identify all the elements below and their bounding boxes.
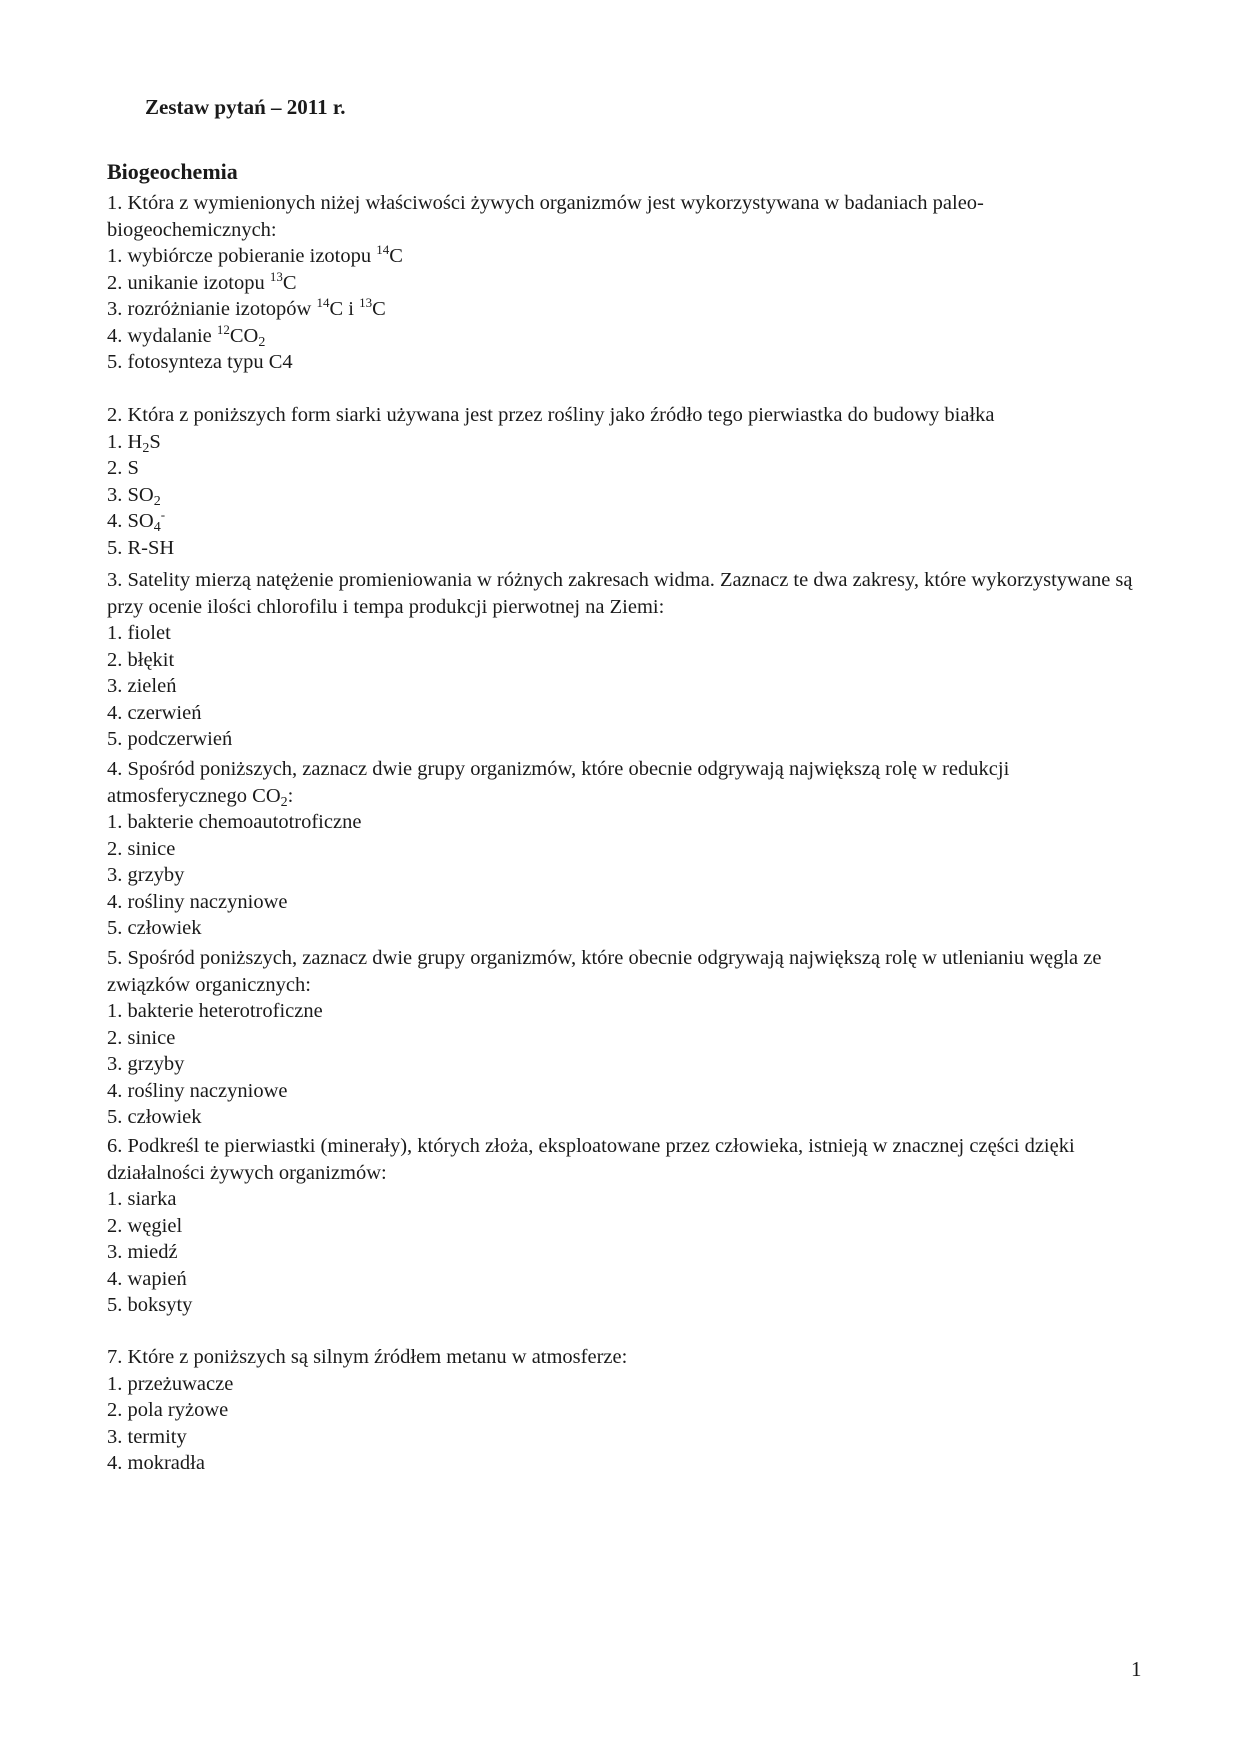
option-3: 3. termity <box>107 1425 187 1448</box>
option-2: 2. sinice <box>107 1026 176 1049</box>
option-1: 1. fiolet <box>107 622 171 644</box>
option-2: 2. błękit <box>107 648 175 671</box>
option-1: 1. bakterie chemoautotroficzne <box>107 811 362 833</box>
option-4: 4. rośliny naczyniowe <box>107 890 288 913</box>
option-5: 5. podczerwień <box>107 728 233 750</box>
question-3 <box>107 567 1147 753</box>
option-2: 2. węgiel <box>107 1214 183 1237</box>
option-1: 1. przeżuwacze <box>107 1372 234 1395</box>
option-5: 5. fotosynteza typu C4 <box>107 351 293 373</box>
option-4: 4. rośliny naczyniowe <box>107 1079 288 1102</box>
option-4: 4. wapień <box>107 1267 187 1290</box>
option-3: 3. miedź <box>107 1241 178 1263</box>
option-4: 4. $SO_4^-$ <box>107 507 166 535</box>
option-1: 1. siarka <box>107 1188 177 1210</box>
option-3: 3. grzyby <box>107 864 185 886</box>
question-6 <box>107 1133 1147 1319</box>
option-2: 2. unikanie izotopu $^{13}$C <box>107 268 297 294</box>
question-4 <box>107 756 1147 942</box>
question-text: 6. Podkreśl te pierwiastki (minerały), których złoża, eksploatowane przez człowieka, istnieją w znacznej części dzięki działalności żywych organizmów: <box>107 1135 1075 1184</box>
question-text: 2. Która z poniższych form siarki używana jest przez rośliny jako źródło tego pierwiastka do budowy białka <box>107 404 995 426</box>
question-2 <box>107 402 1147 561</box>
option-4: 4. mokradła <box>107 1452 205 1474</box>
option-1: 1. bakterie heterotroficzne <box>107 1000 323 1022</box>
option-3: 3. rozróżnianie izotopów $^{14}$C i $^{13}$C <box>107 295 386 320</box>
option-2: 2. sinice <box>107 837 176 860</box>
doc-title: Zestaw pytań – 2011 r. <box>145 95 346 119</box>
option-1: 1. $H_2S$ <box>107 430 161 456</box>
option-1: 1. wybiórcze pobieranie izotopu $^{14}$C <box>107 242 403 267</box>
option-5: 5. człowiek <box>107 917 202 939</box>
option-3: 3. $SO_2$ <box>107 483 161 509</box>
option-3: 3. zieleń <box>107 675 177 697</box>
option-3: 3. grzyby <box>107 1053 185 1075</box>
question-text: 3. Satelity mierzą natężenie promieniowania w różnych zakresach widma. Zaznacz te dwa zakresy, które wykorzystywane są przy ocenie ilości chlorofilu i tempa produkcji pierwotnej na Ziemi: <box>107 569 1133 618</box>
option-5: 5. człowiek <box>107 1106 202 1128</box>
question-text: 7. Które z poniższych są silnym źródłem metanu w atmosferze: <box>107 1346 628 1368</box>
question-text: 5. Spośród poniższych, zaznacz dwie grupy organizmów, które obecnie odgrywają największą rolę w utlenianiu węgla ze związków organicznych: <box>107 947 1102 996</box>
option-4: 4. czerwień <box>107 701 202 724</box>
question-5 <box>107 945 1147 1131</box>
option-2: 2. S <box>107 457 139 479</box>
option-2: 2. pola ryżowe <box>107 1399 229 1421</box>
question-text: 1. Która z wymienionych niżej właściwości żywych organizmów jest wykorzystywana w badaniach paleo-biogeochemicznych: <box>107 192 984 241</box>
question-text: 4. Spośród poniższych, zaznacz dwie grupy organizmów, które obecnie odgrywają największą rolę w redukcji atmosferycznego $CO_2$: <box>107 758 1010 810</box>
section-title: Biogeochemia <box>107 159 238 184</box>
option-5: 5. R-SH <box>107 536 175 559</box>
option-5: 5. boksyty <box>107 1294 193 1316</box>
question-7 <box>107 1344 1147 1477</box>
option-4: 4. wydalanie $^{12}CO_2$ <box>107 321 266 350</box>
page-number: 1 <box>1131 1657 1142 1681</box>
question-1 <box>107 190 1147 376</box>
